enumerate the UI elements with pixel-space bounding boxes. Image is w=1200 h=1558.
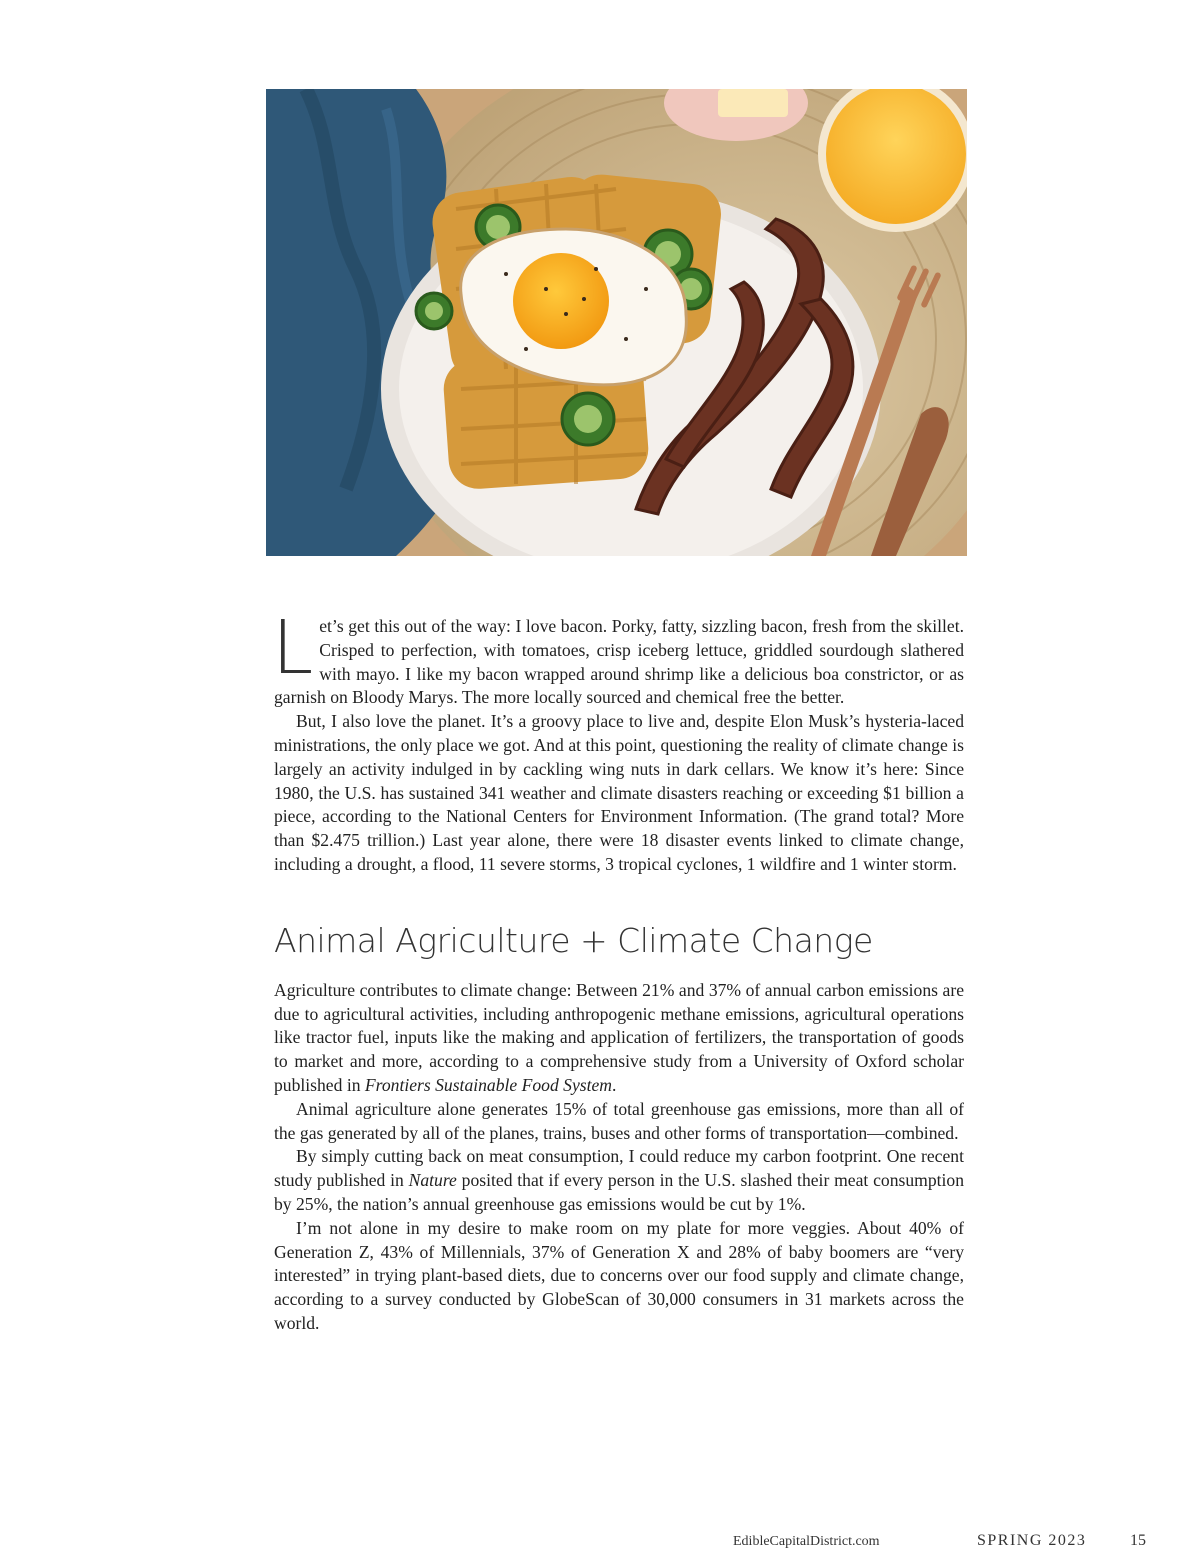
section-heading: Animal Agriculture + Climate Change: [274, 920, 873, 960]
paragraph-plant-based: I’m not alone in my desire to make room on my plate for more veggies. About 40% of Generation Z, 43% of Millennials, 37% of Generation X and 28% of baby boomers are “very interested” in trying plant-based diets, due to concerns over our food supply and climate change, according to a survey conducted by GlobeScan of 30,000 consumers in 31 markets across the world.: [274, 1217, 964, 1333]
footer-website: EdibleCapitalDistrict.com: [733, 1534, 880, 1549]
paragraph-agriculture-end: .: [612, 1074, 617, 1095]
hero-photo: [266, 89, 967, 556]
journal-title-nature: Nature: [408, 1170, 457, 1191]
paragraph-meat-text: By simply cutting back on meat consumption, I could reduce my carbon footprint. One recent study published in: [274, 1146, 964, 1191]
drop-cap: L: [272, 605, 314, 691]
intro-text: et’s get this out of the way: I love bacon. Porky, fatty, sizzling bacon, fresh from the skillet. Crisped to perfection, with tomatoes, crisp iceberg lettuce, griddled sourdough slathered with mayo. I like my bacon wrapped around shrimp like a delicious boa constrictor, or as garnish on Bloody Marys. The more locally sourced and chemical free the better.: [274, 616, 964, 708]
article-body: [272, 605, 964, 1336]
paragraph-agriculture: [274, 979, 964, 1098]
intro-paragraph: [272, 605, 964, 710]
paragraph-agriculture-text: Agriculture contributes to climate change: Between 21% and 37% of annual carbon emissions are due to agricultural activities, including anthropogenic methane emissions, agricultural operations like tractor fuel, inputs like the making and application of fertilizers, the transportation of goods to market and more, according to a comprehensive study from a University of Oxford scholar published in: [274, 979, 964, 1095]
journal-title-frontiers: Frontiers Sustainable Food System: [364, 1074, 613, 1095]
page-footer: [0, 1532, 1200, 1552]
paragraph-climate: But, I also love the planet. It’s a groovy place to live and, despite Elon Musk’s hysteria-laced ministrations, the only place we got. And at this point, questioning the reality of climate change is largely an activity indulged in by cackling wing nuts in dark cellars. We know it’s here: Since 1980, the U.S. has sustained 341 weather and climate disasters reaching or exceeding $1 billion a piece, according to the National Centers for Environment Information. (The grand total? More than $2.475 trillion.) Last year alone, there were 18 disaster events linked to climate change, including a drought, a flood, 11 severe storms, 3 tropical cyclones, 1 wildfire and 1 winter storm.: [274, 711, 964, 874]
footer-issue: SPRING 2023: [977, 1532, 1087, 1549]
page-number: 15: [1130, 1532, 1146, 1549]
paragraph-animal-agriculture: Animal agriculture alone generates 15% of total greenhouse gas emissions, more than all of the gas generated by all of the planes, trains, buses and other forms of transportation—combined.: [274, 1098, 964, 1143]
paragraph-meat-consumption: [274, 1145, 964, 1216]
paragraph-meat-end: posited that if every person in the U.S. slashed their meat consumption by 25%, the nation’s annual greenhouse gas emissions would be cut by 1%.: [274, 1170, 964, 1214]
food-illustration: [266, 89, 967, 556]
